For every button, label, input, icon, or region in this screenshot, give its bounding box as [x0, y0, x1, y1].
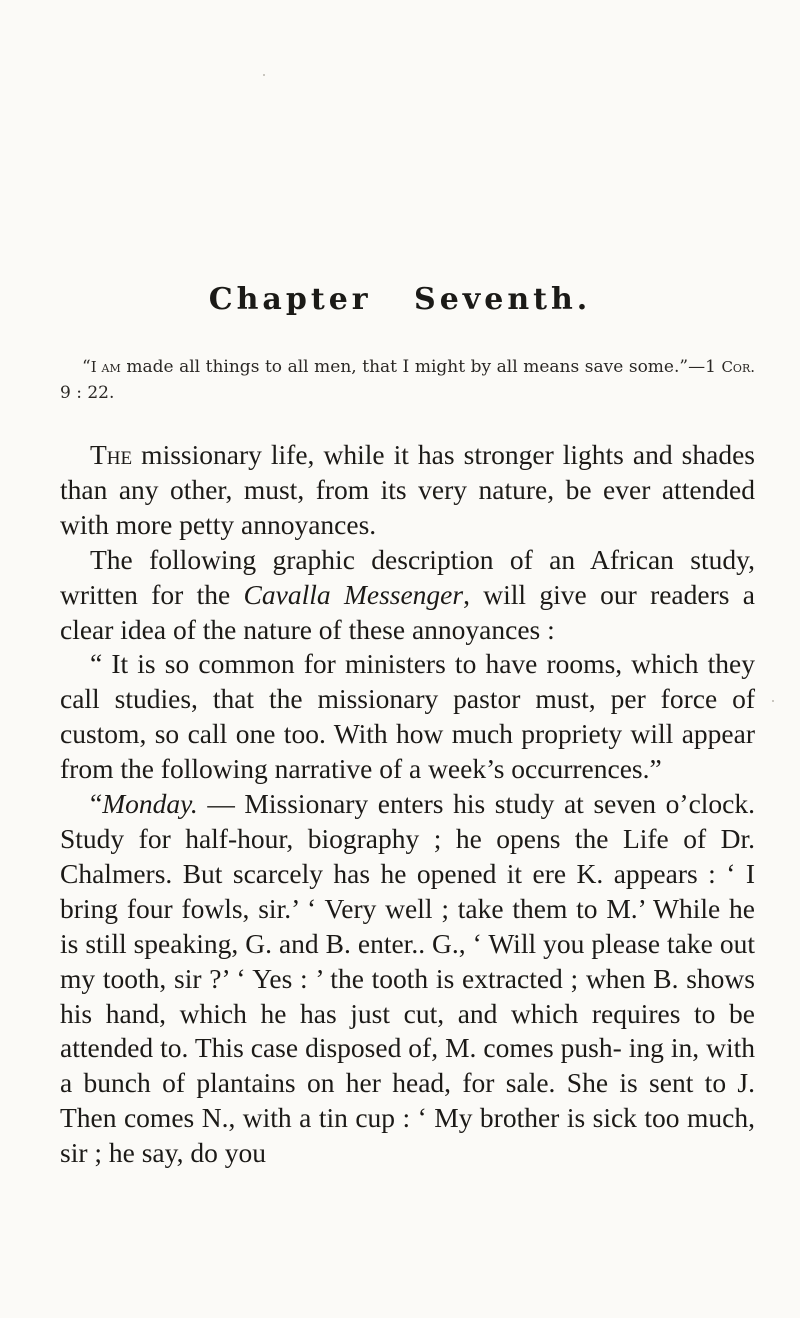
paragraph-2-italic-title: Cavalla Messenger	[243, 578, 464, 610]
paragraph-1-text: missionary life, while it has stronger lights and shades than any other, must, from its very nature, be ever attended with more petty annoyances.	[60, 439, 755, 540]
paragraph-4-text: — Missionary enters his study at seven o’clock. Study for half-hour, biography ; he opens the Life of Dr. Chalmers. But scarcely has he opened it ere K. appears : ‘ I bring four fowls, sir.’ ‘ Very well ; take them to M.’ While he is still speaking, G. and B. enter.. G., ‘ Will you please take out my tooth, sir ?’ ‘ Yes : ’ the tooth is extracted ; when B. shows his hand, which he has just cut, and which requires to be attended to. This case disposed of, M. comes push- ing in, with a bunch of plantains on her head, for sale. She is sent to J. Then comes N., with a tin cup : ‘ My brother is sick too much, sir ; he say, do you	[60, 788, 755, 1169]
chapter-heading	[0, 282, 800, 317]
epigraph-verse-ref: 9 : 22.	[60, 383, 115, 403]
paragraph-1	[60, 438, 755, 543]
chapter-heading-word1: Chapter	[208, 282, 372, 317]
paper-speck	[772, 700, 774, 702]
chapter-heading-word2: Seventh.	[414, 282, 592, 317]
paragraph-4-italic-day: Monday.	[102, 788, 198, 820]
paper-speck	[263, 74, 265, 76]
paragraph-4-open-quote: “	[90, 788, 103, 820]
paragraph-2-text-a: The following graphic description of an African study, written for the	[60, 543, 755, 610]
body-text	[60, 438, 755, 1171]
paragraph-2	[60, 543, 755, 648]
epigraph-text: made all things to all men, that I might by all means save some.”—1	[120, 357, 722, 377]
paragraph-2-text-b: , will give our readers a clear idea of the nature of these annoyances :	[60, 578, 755, 645]
paragraph-1-first-word: The	[90, 439, 133, 470]
epigraph-open-quote: “	[82, 357, 91, 377]
paragraph-4	[60, 787, 755, 1171]
epigraph	[60, 354, 755, 406]
paragraph-3: “ It is so common for ministers to have rooms, which they call studies, that the missionary pastor must, per force of custom, so call one too. With how much propriety will appear from the following narrative of a week’s occurrences.”	[60, 648, 755, 785]
epigraph-first-words: I am	[90, 358, 121, 376]
epigraph-book-ref: Cor.	[721, 358, 755, 376]
